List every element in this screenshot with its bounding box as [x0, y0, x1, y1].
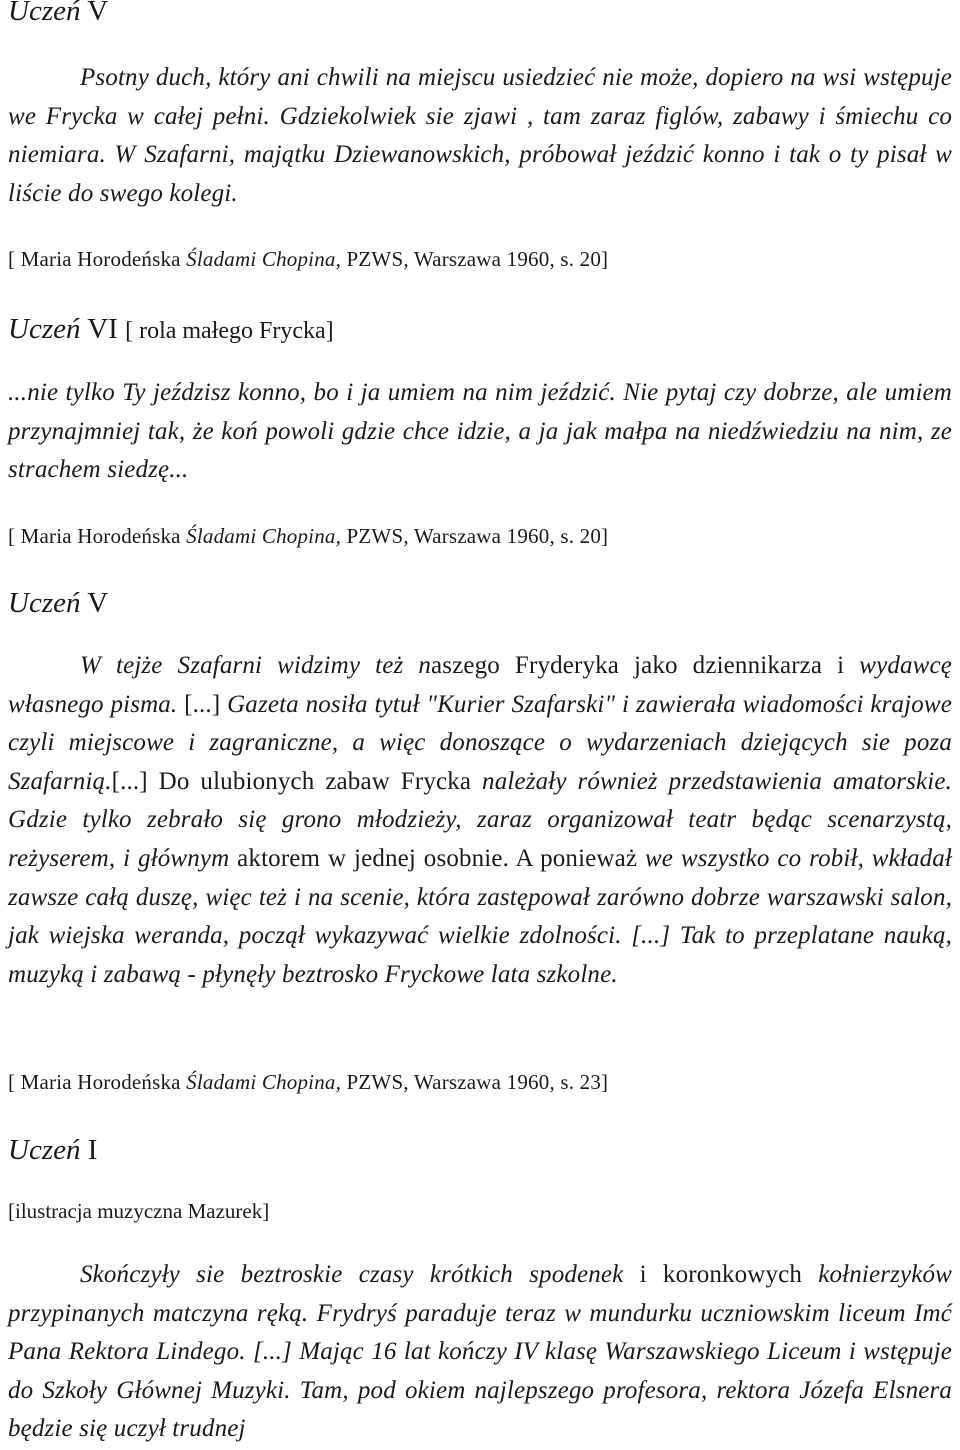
speaker-label: Uczeń	[8, 313, 81, 345]
paragraph-text: ...nie tylko Ty jeździsz konno, bo i ja umiem na nim jeździć. Nie pytaj czy dobrze, ale umiem przynajmniej tak, że koń powoli gdzie chce idzie, a ja jak małpa na niedźwiedziu na nim, ze strachem siedzę...	[8, 379, 952, 484]
citation-title: Śladami Chopina,	[186, 247, 342, 271]
paragraph-text-1: W tejże Szafarni widzimy też n	[80, 652, 431, 679]
citation-publisher: PZWS, Warszawa 1960, s. 20]	[341, 524, 609, 548]
section-3-citation	[8, 1068, 952, 1096]
section-1-citation	[8, 245, 952, 273]
section-2-citation	[8, 522, 952, 550]
paragraph-text-3: wydawcę własnego pisma.	[8, 652, 952, 718]
section-1-heading	[8, 0, 952, 28]
paragraph-text-7: należały również przedstawienia amatorskie. Gdzie tylko zebrało się grono młodzieży, zaraz organizował teatr będąc scenarzystą, reżyserem, i głównym	[8, 767, 952, 872]
section-1-paragraph	[8, 59, 952, 213]
speaker-numeral: I	[87, 1134, 98, 1166]
citation-publisher: PZWS, Warszawa 1960, s. 23]	[341, 1070, 609, 1094]
section-2-paragraph	[8, 374, 952, 490]
speaker-numeral: V	[87, 587, 109, 619]
citation-author: [ Maria Horodeńska	[8, 1070, 187, 1094]
citation-author: [ Maria Horodeńska	[8, 524, 187, 548]
speaker-label: Uczeń	[8, 1134, 81, 1166]
citation-publisher: PZWS, Warszawa 1960, s. 20]	[341, 247, 609, 271]
speaker-numeral: VI	[87, 313, 118, 345]
section-2-heading	[8, 312, 952, 348]
section-4-heading	[8, 1133, 952, 1167]
paragraph-text-9: we wszystko co robił, wkładał zawsze całą duszę, więc też i na scenie, która zastępował zarówno dobrze warszawski salon, jak wiejska weranda, począł wykazywać wielkie zdolności. [...] Tak to przeplatane nauką, muzyką i zabawą - płynęły beztrosko Fryckowe lata szkolne.	[8, 844, 953, 988]
paragraph-text-5: Gazeta nosiła tytuł "Kurier Szafarski" i zawierała wiadomości krajowe czyli miejscowe i zagraniczne, a więc donoszące o wydarzeniach dziejących sie poza Szafarnią.	[8, 690, 952, 795]
section-4-paragraph	[8, 1256, 952, 1449]
music-illustration-note: [ilustracja muzyczna Mazurek]	[8, 1199, 270, 1223]
paragraph-text-4: [...]	[184, 690, 221, 718]
section-3-paragraph	[8, 647, 952, 994]
speaker-numeral: V	[87, 0, 109, 27]
citation-title: Śladami Chopina,	[186, 524, 342, 548]
role-note: [ rola małego Frycka]	[125, 318, 334, 344]
paragraph-text-3: kołnierzyków przypinanych matczyna ręką. Frydryś paraduje teraz w mundurku uczniowskim liceum Imć Pana Rektora Lindego. [...] Mając 16 lat kończy IV klasę Warszawskiego Liceum i wstępuje do Szkoły Głównej Muzyki. Tam, pod okiem najlepszego profesora, rektora Józefa Elsnera będzie się uczył trudnej	[8, 1261, 952, 1443]
paragraph-text-6: [...] Do ulubionych zabaw Frycka	[111, 767, 483, 795]
paragraph-text-2: i koronkowych	[639, 1261, 819, 1288]
citation-author: [ Maria Horodeńska	[8, 247, 187, 271]
speaker-label: Uczeń	[8, 587, 81, 619]
paragraph-text-1: Skończyły sie beztroskie czasy krótkich spodenek	[80, 1261, 640, 1288]
paragraph-text: Psotny duch, który ani chwili na miejscu usiedzieć nie może, dopiero na wsi wstępuje we Frycka w całej pełni. Gdziekolwiek sie zjawi , tam zaraz figlów, zabawy i śmiechu co niemiara. W Szafarni, majątku Dziewanowskich, próbował jeździć konno i tak o ty pisał w liście do swego kolegi.	[8, 64, 952, 207]
section-3-heading	[8, 586, 952, 620]
speaker-label: Uczeń	[8, 0, 81, 27]
paragraph-text-2: aszego Fryderyka jako dziennikarza i	[431, 652, 860, 679]
citation-title: Śladami Chopina,	[186, 1070, 342, 1094]
paragraph-text-8: aktorem w jednej osobnie. A ponieważ	[237, 844, 645, 872]
